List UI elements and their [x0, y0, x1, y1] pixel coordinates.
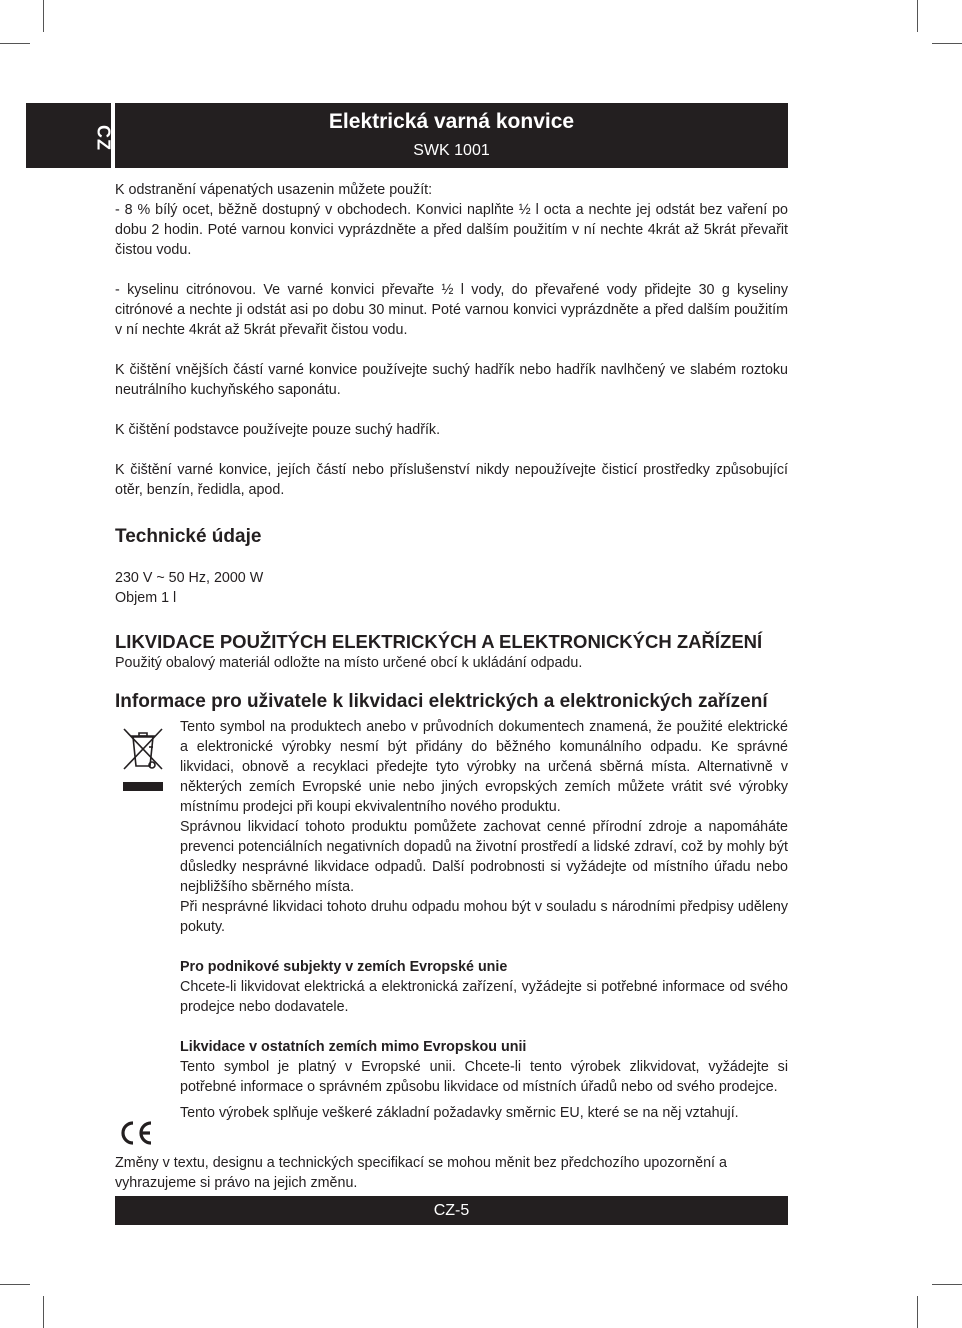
- change-notice: Změny v textu, designu a technických specifikací se mohou měnit bez předchozího upozornění a vyhrazujeme si právo na jejich změnu.: [115, 1155, 727, 1191]
- maintenance-section: [115, 180, 788, 500]
- spec-power: 230 V ~ 50 Hz, 2000 W: [115, 570, 264, 586]
- crop-mark-bottom-left-h: [0, 1284, 30, 1285]
- crop-mark-top-left-h: [0, 43, 30, 44]
- non-eu-text: Tento symbol je platný v Evropské unii. Chcete-li tento výrobek zlikvidovat, vyžádejte si potřebné informace o správném způsobu likvidace od místních úřadů nebo od svého prodejce.: [180, 1059, 788, 1095]
- business-heading: Pro podnikové subjekty v zemích Evropské unie: [180, 959, 508, 975]
- cleaning-base: K čištění podstavce používejte pouze suchý hadřík.: [115, 422, 441, 438]
- benefit-explanation: Správnou likvidací tohoto produktu pomůžete zachovat cenné přírodní zdroje a napomáháte prevenci potenciálních negativních dopadů na životní prostředí a lidské zdraví, což by mohly být důsledky nesprávné likvidace odpadů. Další podrobnosti si vyžádejte od místního úřadu nebo nejbližšího sběrného místa.: [180, 819, 788, 895]
- language-code: CZ: [93, 125, 114, 151]
- crop-mark-bottom-right-h: [932, 1284, 962, 1285]
- cleaning-outer: K čištění vnějších částí varné konvice používejte suchý hadřík nebo hadřík navlhčený ve slabém roztoku neutrálního kuchyňského saponátu.: [115, 362, 788, 398]
- technical-specs: [115, 568, 788, 608]
- crop-mark-top-left-v: [43, 0, 44, 32]
- weee-crossed-bin-icon: [120, 723, 166, 795]
- non-eu-heading: Likvidace v ostatních zemích mimo Evropskou unii: [180, 1039, 527, 1055]
- technical-heading: Technické údaje: [115, 526, 262, 547]
- disposal-heading: LIKVIDACE POUŽITÝCH ELEKTRICKÝCH A ELEKTRONICKÝCH ZAŘÍZENÍ: [115, 631, 763, 652]
- packaging-note: Použitý obalový materiál odložte na místo určené obcí k ukládání odpadu.: [115, 655, 583, 671]
- page-footer-bar: [115, 1196, 788, 1225]
- ce-text: Tento výrobek splňuje veškeré základní požadavky směrnic EU, které se na něj vztahují.: [180, 1105, 739, 1121]
- penalty-note: Při nesprávné likvidaci tohoto druhu odpadu mohou být v souladu s národními předpisy uděleny pokuty.: [180, 899, 788, 935]
- disposal-body: [180, 717, 788, 1123]
- language-tab: [26, 103, 114, 168]
- descaling-citric: - kyselinu citrónovou. Ve varné konvici převařte ½ l vody, do převařené vody přidejte 30 g kyseliny citrónové a nechte ji odstát asi po dobu 30 minut. Poté varnou konvici vyprázdněte a před dalším použitím v ní nechte 4krát až 5krát převařit čistou vodu.: [115, 282, 788, 338]
- ce-mark-icon: [117, 1120, 155, 1146]
- descaling-intro: K odstranění vápenatých usazenin můžete použít:: [115, 182, 433, 198]
- crop-mark-bottom-right-v: [917, 1296, 918, 1328]
- descaling-vinegar: - 8 % bílý ocet, běžně dostupný v obchodech. Konvici naplňte ½ l octa a nechte jej odstát bez vaření po dobu 2 hodin. Poté varnou konvici vyprázdněte a před dalším použitím v ní nechte 4krát až 5krát převařit čistou vodu.: [115, 202, 788, 258]
- user-info-heading: Informace pro uživatele k likvidaci elektrických a elektronických zařízení: [115, 691, 768, 712]
- crop-mark-top-right-v: [917, 0, 918, 32]
- business-text: Chcete-li likvidovat elektrická a elektronická zařízení, vyžádejte si potřebné informace od svého prodejce nebo dodavatele.: [180, 979, 788, 1015]
- symbol-explanation: Tento symbol na produktech anebo v průvodních dokumentech znamená, že použité elektrické a elektronické výrobky nesmí být přidány do běžného komunálního odpadu. Ke správné likvidaci, obnově a recyklaci předejte tyto výrobky na určená sběrná místa. Alternativně v některých zemích Evropské unie nebo jiných evropských zemích můžete vrátit své výrobky místnímu prodejci při koupi ekvivalentního nového produktu.: [180, 719, 788, 815]
- cleaning-warning: K čištění varné konvice, jejích částí nebo příslušenství nikdy nepoužívejte čisticí prostředky způsobující otěr, benzín, ředidla, apod.: [115, 462, 788, 498]
- crop-mark-bottom-left-v: [43, 1296, 44, 1328]
- model-number: SWK 1001: [413, 142, 490, 159]
- page-title: Elektrická varná konvice: [328, 110, 575, 133]
- spec-volume: Objem 1 l: [115, 590, 177, 606]
- page-number: CZ-5: [433, 1202, 470, 1219]
- page-header: [115, 103, 788, 168]
- crop-mark-top-right-h: [932, 43, 962, 44]
